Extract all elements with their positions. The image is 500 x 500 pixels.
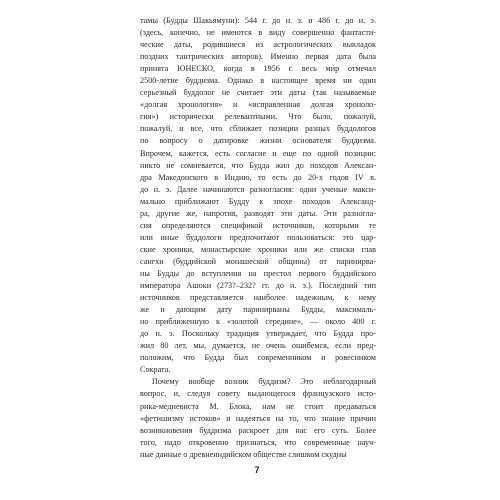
text-line: «фетишизму истоков» и надеяться на то, что знание причин	[140, 413, 376, 423]
text-line: серьезный буддолог не считает эти даты (так называемые	[140, 88, 376, 98]
text-line: (здесь, конечно, не имеются в виду совершенно фантасти-	[140, 28, 376, 38]
text-line: Впрочем, кажется, есть согласие и еще по одной позиции:	[140, 148, 376, 158]
text-line: рика-медиевиста М. Блока, нам не стоит предаваться	[140, 401, 376, 411]
text-line: источников представляется наиболее надежным, к нему	[140, 293, 376, 303]
text-line: возникновения буддизма раскроет для нас его суть. Более	[140, 425, 376, 435]
text-line: вопрос, и, следуя совету выдающегося французского исто-	[140, 389, 376, 399]
paragraph-origins	[140, 376, 376, 460]
text-line: мально приближают Будду к эпохе походов Александ-	[140, 196, 376, 206]
text-line: сия определяются спецификой источников, которыми те	[140, 220, 376, 230]
text-line: Почему вообще возник буддизм? Это неблагодарный	[152, 377, 376, 387]
text-line: императора Ашоки (273?–232? гг. до н. э.). Последний тип	[140, 281, 376, 291]
text-line: положим, что Будда был современником и ровесником	[140, 353, 376, 363]
text-line: ные данные о древнеиндийском обществе слишком скудны	[140, 449, 347, 459]
text-line: дра Македонского в Индию, то есть до 20-х годов IV в.	[140, 172, 376, 182]
text-line: или иные буддологи предпочитают пользоваться: это цар-	[140, 232, 376, 242]
text-line: никто не сомневается, что Будда жил до походов Алексан-	[140, 160, 376, 170]
text-line: до н. э. Далее начинаются разногласия: одни ученые макси-	[140, 184, 376, 194]
text-line: тамы (Будды Шакьямуни): 544 г. до н. э. и 486 г. до н. э.	[140, 16, 376, 25]
text-line: ские хроники, монастырские хроники или же списки глав	[140, 244, 376, 254]
text-line: но приближенную к «золотой середине», — около 400 г.	[140, 317, 376, 327]
text-line: же и дающим дату паринирваны Будды, максималь-	[140, 305, 376, 315]
text-line: поздних тантрических авторов). Именно первая дата была	[140, 52, 376, 62]
text-line: «долгая хронология» и «исправленная долгая хроноло-	[140, 100, 376, 110]
text-line: того, надо откровенно признаться, что современные науч-	[140, 437, 376, 447]
text-line: жил 80 лет, мы, думается, не очень ошибемся, если пред-	[140, 341, 376, 351]
text-column	[140, 15, 376, 461]
text-line: ны Будды до вступления на престол первого буддийского	[140, 268, 376, 278]
paragraph-dating	[140, 15, 376, 376]
text-line: сангхи (буддийской монашеской общины) от паринирва-	[140, 256, 376, 266]
text-line: до н. э. Поскольку традиция утверждает, что Будда про-	[140, 329, 376, 339]
text-line: пожалуй, и все, что сближает позиции разных буддологов	[140, 124, 376, 134]
text-line: 2500-летие буддизма. Однако в настоящее время ни один	[140, 76, 376, 86]
text-line: ческие даты, родившиеся из астрологических выкладок	[140, 40, 376, 50]
text-line: гия») исторически релевантными. Что было, пожалуй,	[140, 112, 376, 122]
text-line: по вопросу о датировке жизни основателя буддизма.	[140, 136, 376, 146]
text-line: принята ЮНЕСКО, когда в 1956 г. весь мир отмечал	[140, 64, 376, 74]
page-number: 7	[254, 465, 260, 475]
text-line: ра, другие же, напротив, разводят эти даты. Эти разногла-	[140, 208, 376, 218]
text-line: Сократа.	[140, 365, 171, 375]
